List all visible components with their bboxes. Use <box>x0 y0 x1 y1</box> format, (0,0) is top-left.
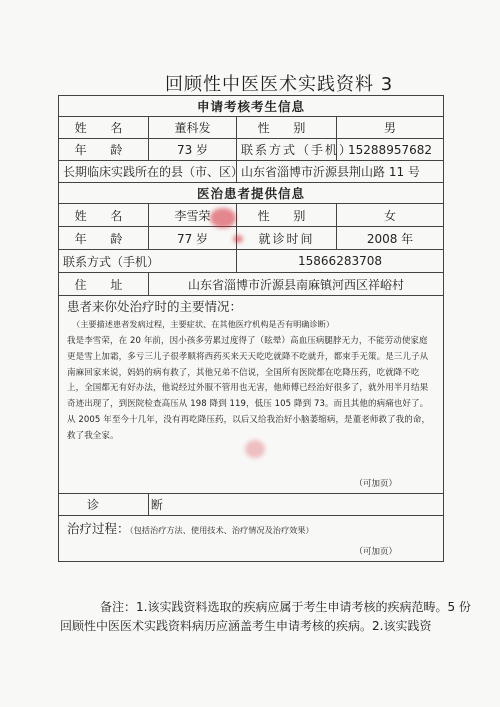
diagnosis-label: 诊 断 <box>59 494 149 516</box>
patient-gender-label: 性 别 <box>237 204 337 227</box>
patient-visit-label: 就诊时间 <box>237 227 337 250</box>
applicant-name-label: 姓 名 <box>59 117 149 139</box>
patient-gender-value: 女 <box>337 204 444 227</box>
situation-body: 我是李雪荣，在 20 年前，因小孩多劳累过度得了（眩晕）高血压病腿脖无力，不能劳动使家庭更是雪上加霜，多亏三儿子很孝顺将西药买来天天吃吃就降不吃就升，都束手无策。是三儿子从南麻回家来说，妈妈的病有救了，其他兄弟不信说，全国所有医院都在吃降压药，吃就降不吃上，全国都无有好办法，他说经过外服不管用也无害，他师傅已经治好很多了，就外用半月结果奇迹出现了，到医院检查高压从 198 降到 119，低压 105 降到 73。而且其他的病痛也好了。从 2005 年至今十几年，没有再吃降压药，以后又给我治好小脑萎缩病，是董老师救了我的命，救了我全家。 <box>67 336 431 441</box>
patient-age-value: 77 岁 <box>149 227 237 250</box>
applicant-section-title: 申请考核考生信息 <box>59 96 444 117</box>
applicant-contact-label: 联系方式（手机） <box>237 139 337 161</box>
applicant-county-value: 山东省淄博市沂源县荆山路 11 号 <box>237 161 444 183</box>
patient-section-title: 医治患者提供信息 <box>59 183 444 204</box>
applicant-gender-value: 男 <box>337 117 444 139</box>
footer-remarks <box>60 598 500 636</box>
footer-remarks-line-2: 回顾性中医医术实践资料病历应涵盖考生申请考核的疾病。2.该实践资 <box>60 619 432 633</box>
situation-page-note: （可加页） <box>354 478 398 489</box>
patient-contact-value: 15866283708 <box>237 250 444 273</box>
applicant-gender-label: 性 别 <box>237 117 337 139</box>
applicant-county-label: 长期临床实践所在的县（市、区） <box>59 161 237 183</box>
practice-record-form <box>58 95 444 562</box>
applicant-name-value: 董科发 <box>149 117 237 139</box>
patient-address-label: 住 址 <box>59 273 149 296</box>
treatment-note: （包括治疗方法、使用技术、治疗情况及治疗效果） <box>129 525 314 535</box>
treatment-label: 治疗过程： <box>67 521 130 536</box>
document-title: 回顾性中医医术实践资料 3 <box>165 74 394 95</box>
treatment-box <box>59 516 444 562</box>
footer-remarks-line-1: 备注：1.该实践资料选取的疾病应属于考生申请考核的疾病范畴。5 份 <box>100 600 471 614</box>
patient-name-label: 姓 名 <box>59 204 149 227</box>
patient-address-value: 山东省淄博市沂源县南麻镇河西区祥峪村 <box>149 273 444 296</box>
patient-age-label: 年 龄 <box>59 227 149 250</box>
situation-question: 患者来你处治疗时的主要情况： <box>67 299 243 314</box>
applicant-age-label: 年 龄 <box>59 139 149 161</box>
patient-name-value: 李雪荣 <box>149 204 237 227</box>
treatment-page-note: （可加页） <box>354 547 398 557</box>
situation-note: （主要描述患者发病过程，主要症状、在其他医疗机构是否有明确诊断） <box>72 319 335 329</box>
diagnosis-value <box>149 494 444 516</box>
patient-visit-value: 2008 年 <box>337 227 444 250</box>
applicant-contact-value: 15288957682 <box>337 139 444 161</box>
situation-box <box>59 296 444 494</box>
patient-contact-label: 联系方式（手机） <box>59 250 237 273</box>
applicant-age-value: 73 岁 <box>149 139 237 161</box>
